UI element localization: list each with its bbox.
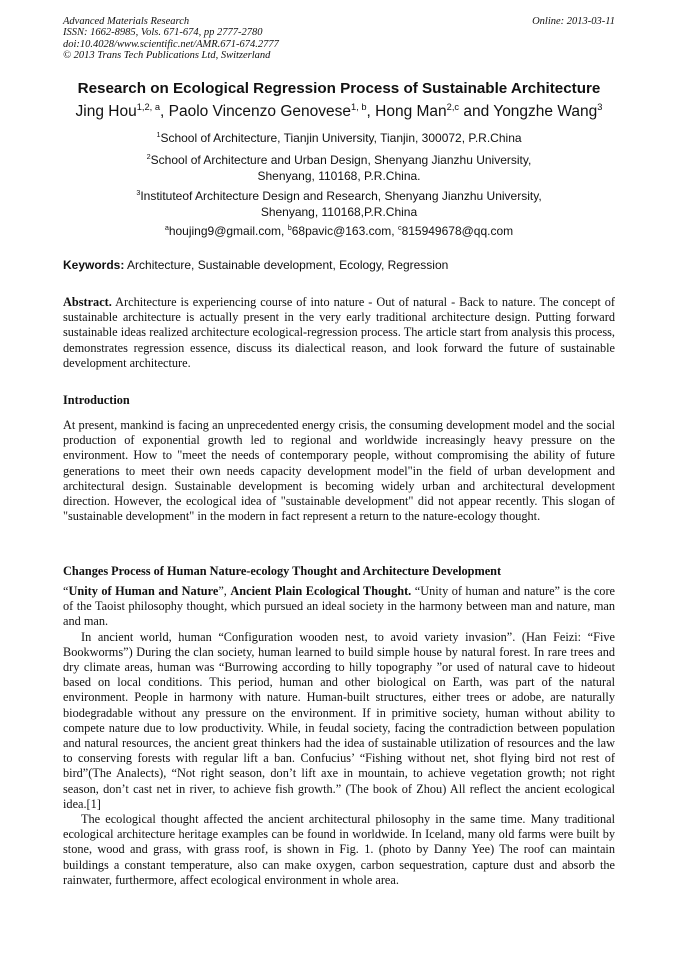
affiliation-text: Shenyang, 110168,P.R.China	[260, 205, 418, 219]
author-emails	[0, 223, 678, 239]
abstract-label: Abstract.	[63, 295, 112, 309]
author-name: , Paolo Vincenzo Genovese	[160, 103, 352, 120]
section2-para-3: The ecological thought affected the ancient architectural philosophy in the same time. Many traditional ecological architecture heritage examples can be found in worldwide. In Iceland, many old farms were built by stone, wood and grass, with grass roof, is shown in Fig. 1. (photo by Danny Yee) The roof can maintain buildings a constant temperature, also can make oxygen, carbon sequestration, capture dust and absorb the rainwater, furthermore, affect ecological environment in whole area.	[63, 812, 615, 887]
email-sup: b	[287, 223, 292, 232]
text-run: “	[63, 584, 69, 598]
section2-heading: Changes Process of Human Nature-ecology Thought and Architecture Development	[63, 564, 502, 578]
email-sup: c	[397, 223, 402, 232]
abstract-text: Architecture is experiencing course of into nature - Out of natural - Back to nature. The concept of sustainable architecture is actually present in the very early traditional architecture design. Putting forward sustainable ideas realized architecture ecological-regression process. The article start from analysis this process, demonstrates regression essence, discuss its dialectical reason, and look forward the future of sustainable development architecture.	[63, 295, 615, 370]
affiliation-text: School of Architecture, Tianjin University, Tianjin, 300072, P.R.China	[160, 131, 522, 145]
affiliation-sup: 3	[136, 188, 141, 197]
section2-body	[63, 584, 615, 888]
author-sup: 2,c	[446, 101, 460, 112]
journal-copyright: © 2013 Trans Tech Publications Ltd, Switzerland	[63, 50, 271, 62]
section2-para-2: In ancient world, human “Configuration wooden nest, to avoid variety invasion”. (Han Feizi: “Five Bookworms”) During the clan society, human learned to build simple house by natural forest. In rare trees and dry climate areas, human was “Burrowing according to hilly topography ”or used of natural cave to hideout based on local conditions. This period, human and other biological on Earth, was part of the natural environment. People in harmony with nature. Human-built structures, either trees or adobe, are naturally biodegradable without any pressure on the environment. If in primitive society, human without ability to compete nature due to low productivity. While, in feudal society, facing the contradiction between population and natural resources, the ancient great thinkers had the idea of sustainable utilization of resources and the law to conserving forests with regular lift a ban. Confucius’ “Fishing without net, shot flying bird not rest of bird”(The Analects), “Not right season, don’t lift axe in mountain, to achieve vegetation growth; not right season, don’t cast net in river, to achieve fish growth.” (The book of Zhou) All reflect the ancient ecological idea.[1]	[63, 629, 615, 811]
affiliation-2	[0, 152, 678, 184]
affiliation-3	[0, 188, 678, 220]
author-name: and Yongzhe Wang	[459, 103, 598, 120]
affiliation-1	[0, 130, 678, 146]
bold-run: Ancient Plain Ecological Thought.	[230, 584, 412, 598]
author-name: Jing Hou	[75, 103, 137, 120]
affiliation-text: Instituteof Architecture Design and Research, Shenyang Jianzhu University,	[140, 189, 542, 203]
email-link[interactable]: houjing9@gmail.com,	[168, 224, 288, 238]
affiliation-text: Shenyang, 110168, P.R.China.	[257, 169, 421, 183]
online-date: Online: 2013-03-11	[532, 16, 615, 27]
email-link[interactable]: 68pavic@163.com,	[291, 224, 398, 238]
text-run: ”,	[218, 584, 231, 598]
affiliation-sup: 1	[156, 130, 161, 139]
author-sup: 1, b	[351, 101, 367, 112]
paper-title: Research on Ecological Regression Process of Sustainable Architecture	[77, 80, 601, 97]
introduction-text: At present, mankind is facing an unprecedented energy crisis, the consuming development model and the social production of exponential growth led to regional and worldwide increasingly heavy pressure on the environment. How to "meet the needs of contemporary people, without compromising the ability of future generations to meet their own needs capacity development model"in the field of urban development and architectural design. Sustainable development is becoming widely urban and architectural development direction. However, the ecological idea of "sustainable development" did not appear recently. This slogan of "sustainable development" in the modern in fact represent a return to the nature-ecology thought.	[63, 418, 615, 524]
abstract	[63, 295, 615, 371]
affiliation-sup: 2	[146, 152, 151, 161]
journal-name: Advanced Materials Research	[63, 16, 190, 27]
author-sup: 3	[597, 101, 603, 112]
journal-issn: ISSN: 1662-8985, Vols. 671-674, pp 2777-2780	[63, 27, 263, 39]
keywords-label: Keywords:	[63, 258, 125, 272]
introduction-body	[63, 418, 615, 524]
email-sup: a	[164, 223, 169, 232]
author-list	[0, 103, 678, 121]
text-run: “Unity of human and nature” is the core of the Taoist philosophy thought, which pursued an ideal society in the harmony between man and nature, man and man.	[63, 584, 615, 629]
introduction-heading: Introduction	[63, 393, 130, 407]
keywords	[63, 258, 448, 272]
email-link[interactable]: 815949678@qq.com	[401, 224, 514, 238]
section2-para-1	[63, 584, 615, 630]
journal-doi: doi:10.4028/www.scientific.net/AMR.671-674.2777	[63, 38, 279, 50]
author-name: , Hong Man	[366, 103, 447, 120]
author-sup: 1,2, a	[136, 101, 160, 112]
affiliation-text: School of Architecture and Urban Design, Shenyang Jianzhu University,	[150, 153, 532, 167]
keywords-text: Architecture, Sustainable development, Ecology, Regression	[124, 258, 449, 272]
journal-header	[63, 16, 615, 62]
bold-run: Unity of Human and Nature	[68, 584, 219, 598]
